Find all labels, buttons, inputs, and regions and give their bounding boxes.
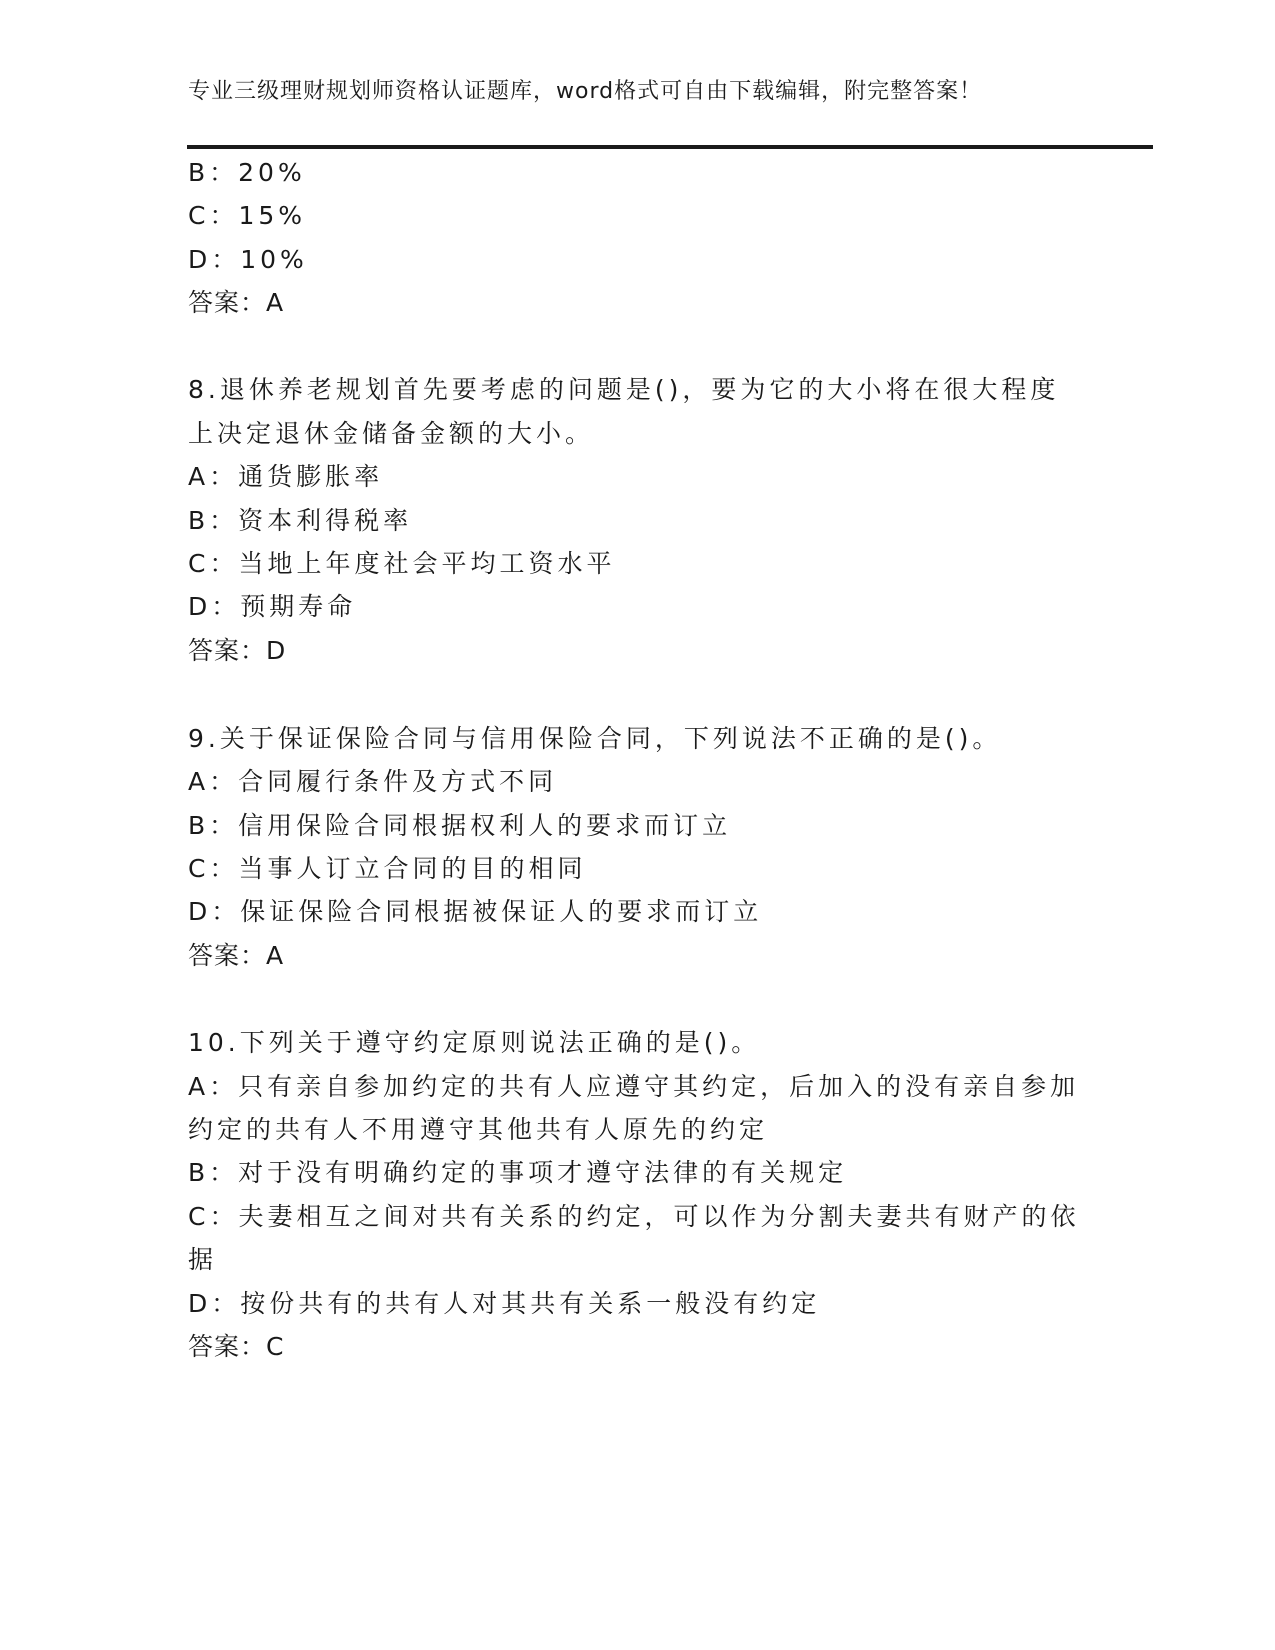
answer: 答案：D xyxy=(188,636,287,665)
option-b: B：对于没有明确约定的事项才遵守法律的有关规定 xyxy=(188,1158,848,1187)
option-b: B：资本利得税率 xyxy=(188,506,413,535)
page-header: 专业三级理财规划师资格认证题库，word格式可自由下载编辑，附完整答案！ xyxy=(188,79,983,104)
question-stem: 上决定退休金储备金额的大小。 xyxy=(188,419,595,448)
option-a-continued: 约定的共有人不用遵守其他共有人原先的约定 xyxy=(188,1115,769,1144)
answer: 答案：C xyxy=(188,1332,285,1361)
answer: 答案：A xyxy=(188,941,285,970)
option-a: A：通货膨胀率 xyxy=(188,462,384,491)
option-c: C：夫妻相互之间对共有关系的约定，可以作为分割夫妻共有财产的依 xyxy=(188,1202,1080,1231)
option-b: B：20% xyxy=(188,158,306,187)
option-c: C：15% xyxy=(188,201,307,230)
option-d: D：保证保险合同根据被保证人的要求而订立 xyxy=(188,897,763,926)
option-b: B：信用保险合同根据权利人的要求而订立 xyxy=(188,811,732,840)
option-c: C：当事人订立合同的目的相同 xyxy=(188,854,587,883)
header-divider xyxy=(187,145,1153,149)
option-a: A：只有亲自参加约定的共有人应遵守其约定，后加入的没有亲自参加 xyxy=(188,1072,1080,1101)
question-stem: 8.退休养老规划首先要考虑的问题是()，要为它的大小将在很大程度 xyxy=(188,375,1060,404)
option-c: C：当地上年度社会平均工资水平 xyxy=(188,549,616,578)
question-stem: 10.下列关于遵守约定原则说法正确的是()。 xyxy=(188,1028,761,1057)
question-stem: 9.关于保证保险合同与信用保险合同，下列说法不正确的是()。 xyxy=(188,724,1002,753)
option-c-continued: 据 xyxy=(188,1245,218,1274)
option-d: D：按份共有的共有人对其共有关系一般没有约定 xyxy=(188,1289,821,1318)
option-d: D：预期寿命 xyxy=(188,592,357,621)
answer: 答案：A xyxy=(188,288,285,317)
option-d: D：10% xyxy=(188,245,308,274)
option-a: A：合同履行条件及方式不同 xyxy=(188,767,558,796)
